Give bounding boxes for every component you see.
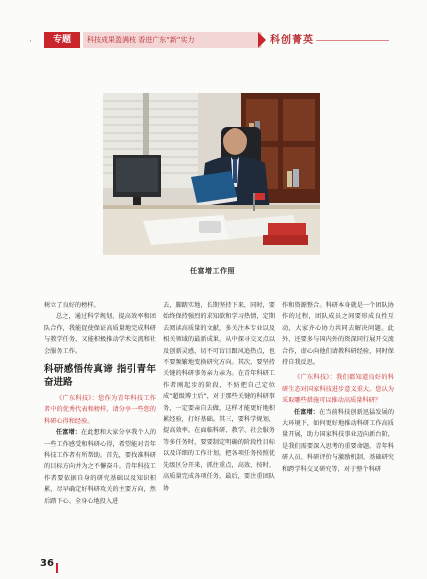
topic-banner: 科技成果盈满枝 香进广东“新”实力 — [83, 32, 262, 48]
office-photo — [103, 93, 320, 255]
interview-question: 《广东科技》：我们都知道良好的科研生态对国家科技进步意义重大。您认为采取哪些措施可以推动高质量科研？ — [282, 374, 394, 405]
interview-question: 《广东科技》：您作为青年科技工作者中的优秀代表和榜样，请分享一些您的科研心得和经验。 — [44, 395, 156, 425]
arrow-icon — [258, 32, 266, 48]
text-column-2 — [163, 300, 275, 494]
interview-answer — [44, 427, 156, 507]
paragraph: 树立了良好的榜样。 — [44, 302, 100, 309]
page-number-bar — [56, 563, 58, 573]
text-column-1 — [44, 300, 156, 507]
paragraph: 总之，通过科学规划、提高效率和团队合作，我能促使保证高质量地完成科研与教学任务，又能积极推动学术交流和社会服务工作。 — [44, 313, 156, 355]
page-number: 36 — [40, 558, 54, 569]
paragraph: 作和资源整合。科研本身就是一个团队协作的过程，团队成员之间要形成良性互动，大家齐心协力共同去解决问题。此外，还要多与国内外的资深同行展开交流合作，虚心向他们请教科研经验，同时保持自我反思。 — [282, 302, 394, 367]
crop-mark — [30, 40, 31, 42]
photo-caption: 任富增工作照 — [190, 267, 235, 275]
paragraph: 去，脚踏实地，长期坚持下来，同时，要始终保持强烈的求知欲和学习热情，定期去阅读高质量的文献，多关注本专业以及相关领域的最新成果，从中探寻交叉点以及创新灵感，切不可盲目跟风追热点，也不要频繁地变换研究方向。其次，要坚持关键的科研事务亲力亲为。在青年科研工作者刚起步的阶段，不妨把自己定位成“超级博士后”，对于那些关键的科研事务，一定要亲自去做，这样才能更好地积累经验，打好基础。其三，要科学规划，提高效率。在面临科研、教学、社会服务等多任务时，要要制定明确的阶段性目标以及详细的工作计划，把各项任务按照优先级区分开来，抓住重点，高效、按时、高质量完成各项任务，最后，要注重团队协 — [163, 302, 275, 492]
office-photo-illustration — [103, 93, 320, 255]
interview-answer — [282, 407, 394, 475]
section-title: 科创菁英 — [270, 35, 314, 46]
answer-text: 在此想和大家分享我个人的一些工作感受和科研心得，希望能对青年科技工作者有所帮助。首先，要找准科研的目标方向并为之不懈奋斗。青年科技工作者要依据自身的研究基础以及知识积累，尽早确定好科研攻关的主要方向，然后踏下心、全身心地投入进 — [44, 429, 157, 505]
page-header — [44, 29, 389, 51]
text-column-3 — [282, 300, 394, 475]
answer-text: 在当前科技创新迅猛发展的大环境下，如何更好地推动科研工作高质量开展，助力国家科技事业迈向新台阶，是我们需要深入思考的重要命题。青年科研人员、科研评价与激励机制、基础研究和跨学科交叉研究等，对于整个科研 — [282, 408, 395, 473]
speaker-label: 任富增： — [294, 408, 320, 416]
column-tag: 专题 — [44, 32, 80, 48]
section-heading: 科研感悟传真谛 指引青年奋进路 — [44, 364, 156, 389]
speaker-label: 任富增： — [56, 429, 82, 437]
header-rule — [316, 40, 389, 41]
